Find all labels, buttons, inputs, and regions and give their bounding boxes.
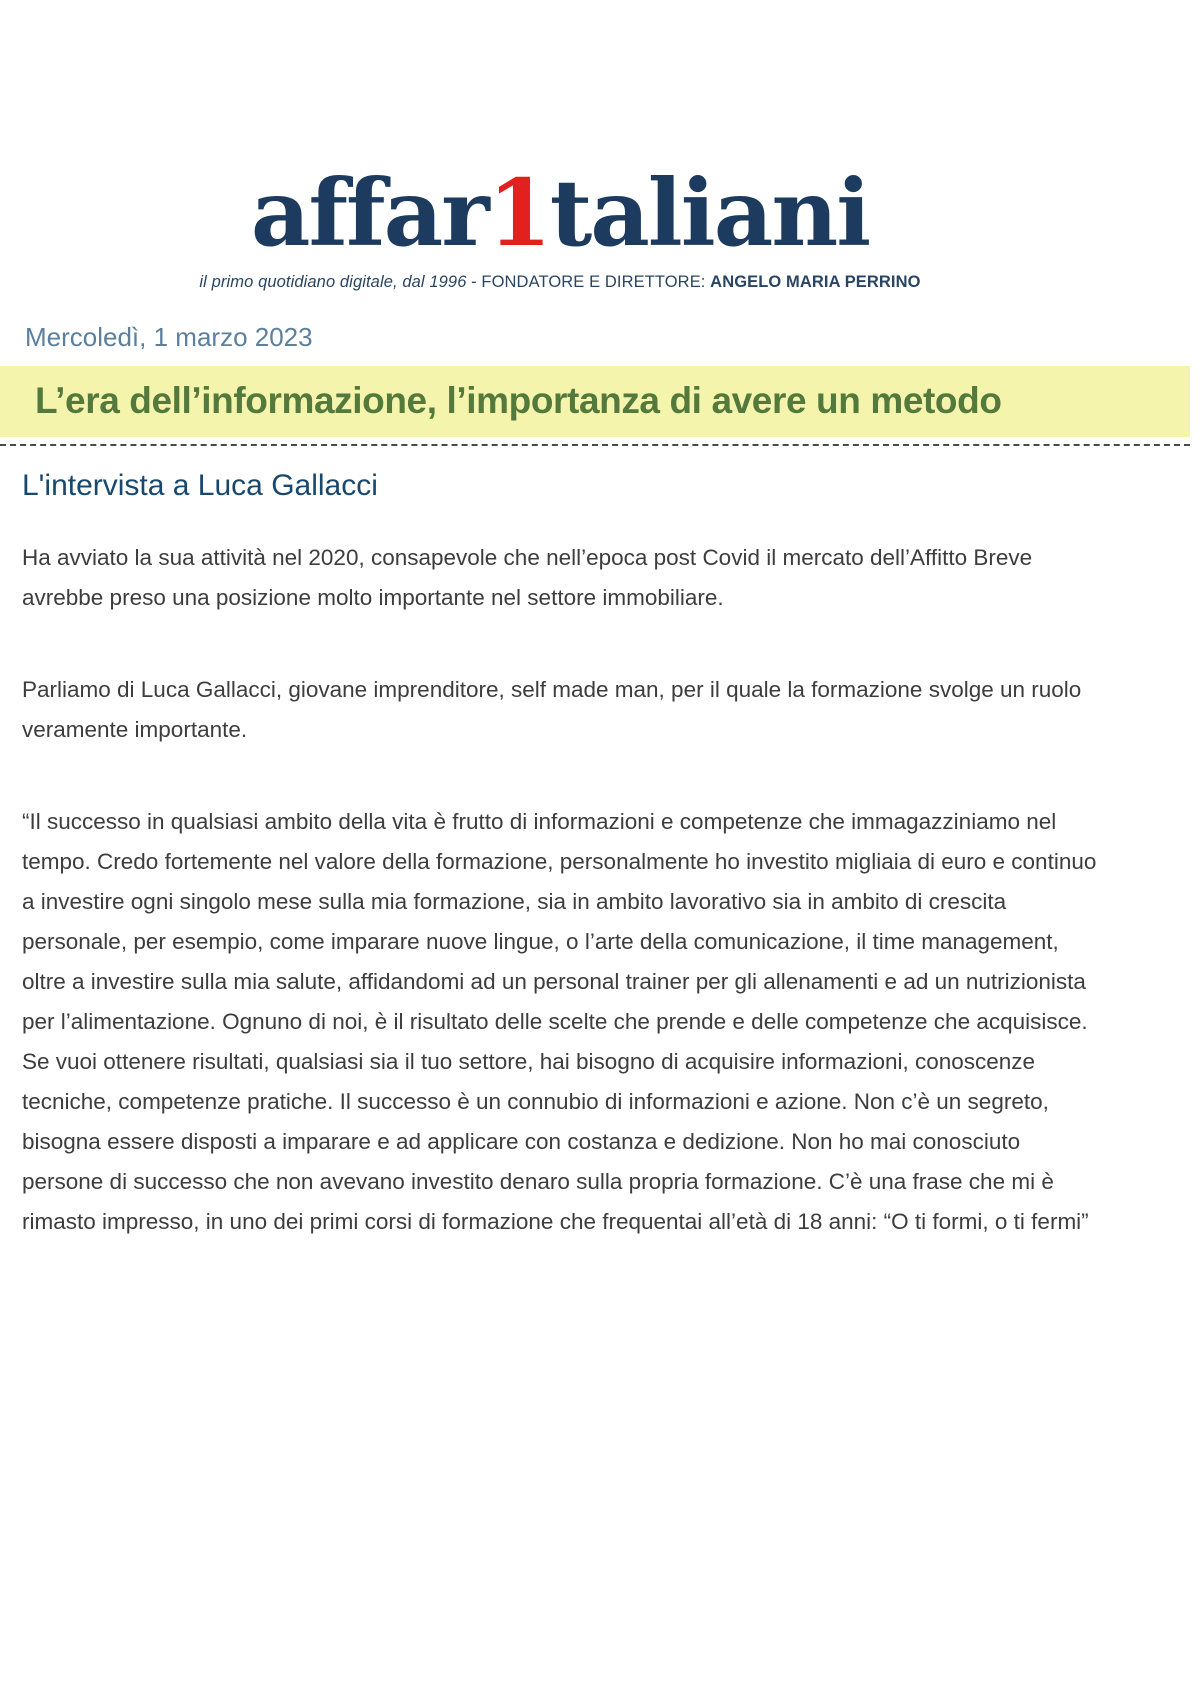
article-headline: L’era dell’informazione, l’importanza di avere un metodo bbox=[35, 380, 1002, 422]
publication-date: Mercoledì, 1 marzo 2023 bbox=[25, 322, 313, 353]
article-paragraph: Ha avviato la sua attività nel 2020, consapevole che nell’epoca post Covid il mercato dell’Affitto Breve avrebbe preso una posizione molto importante nel settore immobiliare. bbox=[22, 545, 1033, 611]
dashed-divider bbox=[0, 444, 1190, 446]
affaritaliani-logo[interactable] bbox=[0, 159, 1120, 267]
article-subheadline: L'intervista a Luca Gallacci bbox=[22, 469, 378, 503]
tagline-motto: il primo quotidiano digitale, dal 1996 bbox=[199, 273, 467, 292]
article-paragraph: Parliamo di Luca Gallacci, giovane imprenditore, self made man, per il quale la formazione svolge un ruolo veramente importante. bbox=[22, 677, 1082, 743]
headline-band bbox=[0, 366, 1190, 437]
logo-suffix: taliani bbox=[549, 159, 870, 267]
logo-prefix: affar bbox=[250, 159, 488, 267]
article-body bbox=[22, 538, 1097, 1242]
masthead-tagline bbox=[0, 273, 1120, 292]
tagline-director-name: ANGELO MARIA PERRINO bbox=[710, 273, 921, 292]
article-paragraph: “Il successo in qualsiasi ambito della vita è frutto di informazioni e competenze che immagazziniamo nel tempo. Credo fortemente nel valore della formazione, personalmente ho investito migliaia di euro e continuo a investire ogni singolo mese sulla mia formazione, sia in ambito lavorativo sia in ambito di crescita personale, per esempio, come imparare nuove lingue, o l’arte della comunicazione, il time management, oltre a investire sulla mia salute, affidandomi ad un personal trainer per gli allenamenti e ad un nutrizionista per l’alimentazione. Ognuno di noi, è il risultato delle scelte che prende e delle competenze che acquisisce. Se vuoi ottenere risultati, qualsiasi sia il tuo settore, hai bisogno di acquisire informazioni, conoscenze tecniche, competenze pratiche. Il successo è un connubio di informazioni e azione. Non c’è un segreto, bisogna essere disposti a imparare e ad applicare con costanza e dedizione. Non ho mai conosciuto persone di successo che non avevano investito denaro sulla propria formazione. C’è una frase che mi è rimasto impresso, in uno dei primi corsi di formazione che frequentai all’età di 18 anni: “O ti formi, o ti fermi” bbox=[22, 809, 1097, 1235]
tagline-separator: - FONDATORE E DIRETTORE: bbox=[466, 273, 711, 292]
logo-red-i: 1 bbox=[487, 159, 550, 267]
masthead bbox=[0, 0, 1120, 292]
